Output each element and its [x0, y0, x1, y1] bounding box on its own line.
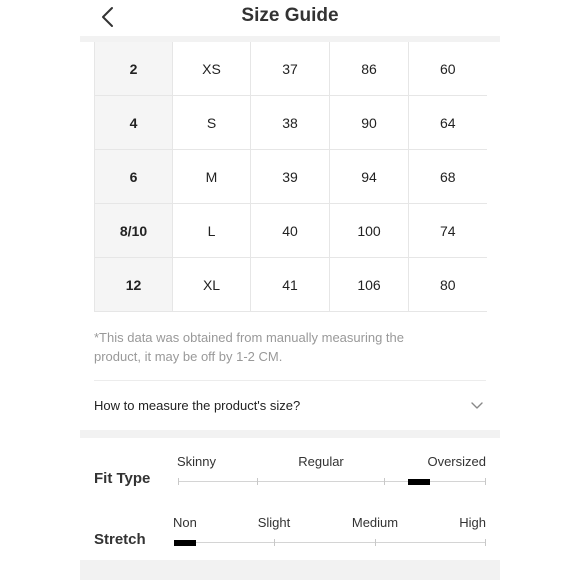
- fit-type-option-regular: Regular: [298, 454, 344, 469]
- table-cell: 90: [330, 96, 409, 150]
- table-cell: 86: [330, 42, 409, 96]
- stretch-option-slight: Slight: [257, 515, 291, 530]
- stretch-tick: [485, 539, 486, 546]
- table-cell: XS: [173, 42, 251, 96]
- table-cell: 60: [409, 42, 487, 96]
- table-cell: 6: [95, 150, 173, 204]
- header: [80, 0, 500, 36]
- stretch-track: [174, 542, 486, 543]
- table-cell: 74: [409, 204, 487, 258]
- table-cell: 94: [330, 150, 409, 204]
- fit-card: [80, 438, 500, 560]
- table-cell: 100: [330, 204, 409, 258]
- table-row: [95, 204, 487, 258]
- size-table: [94, 42, 487, 312]
- fit-type-tick: [485, 478, 486, 485]
- table-cell: 2: [95, 42, 173, 96]
- fit-type-tick: [384, 478, 385, 485]
- fit-type-tick: [178, 478, 179, 485]
- stretch-label: Stretch: [94, 531, 146, 548]
- size-table-card: [80, 42, 500, 430]
- table-cell: XL: [173, 258, 251, 312]
- table-row: [95, 42, 487, 96]
- page-title: Size Guide: [241, 5, 339, 26]
- how-to-measure-row[interactable]: [94, 381, 486, 429]
- table-cell: 41: [251, 258, 330, 312]
- table-cell: L: [173, 204, 251, 258]
- table-cell: 106: [330, 258, 409, 312]
- table-cell: 39: [251, 150, 330, 204]
- stretch-tick: [274, 539, 275, 546]
- table-row: [95, 96, 487, 150]
- fit-type-marker: [408, 479, 430, 485]
- fit-type-option-oversized: Oversized: [427, 454, 486, 469]
- table-cell: 4: [95, 96, 173, 150]
- table-cell: 12: [95, 258, 173, 312]
- table-cell: 37: [251, 42, 330, 96]
- table-cell: 68: [409, 150, 487, 204]
- table-cell: 40: [251, 204, 330, 258]
- stretch-tick: [375, 539, 376, 546]
- table-row: [95, 258, 487, 312]
- how-to-measure-label: How to measure the product's size?: [94, 398, 301, 413]
- fit-type-track: [178, 481, 486, 482]
- table-cell: 80: [409, 258, 487, 312]
- table-row: [95, 150, 487, 204]
- table-cell: S: [173, 96, 251, 150]
- chevron-down-icon: [470, 401, 484, 411]
- size-guide-sheet: [80, 0, 500, 580]
- fit-type-option-skinny: Skinny: [177, 454, 217, 469]
- table-cell: 8/10: [95, 204, 173, 258]
- fit-type-tick: [257, 478, 258, 485]
- fit-type-label: Fit Type: [94, 470, 151, 487]
- stretch-option-non: Non: [173, 515, 197, 530]
- stretch-option-high: High: [459, 515, 486, 530]
- stretch-marker: [174, 540, 196, 546]
- measurement-note: *This data was obtained from manually measuring the product, it may be off by 1-2 CM.: [94, 330, 404, 364]
- table-cell: 38: [251, 96, 330, 150]
- stretch-option-medium: Medium: [351, 515, 399, 530]
- table-cell: 64: [409, 96, 487, 150]
- table-cell: M: [173, 150, 251, 204]
